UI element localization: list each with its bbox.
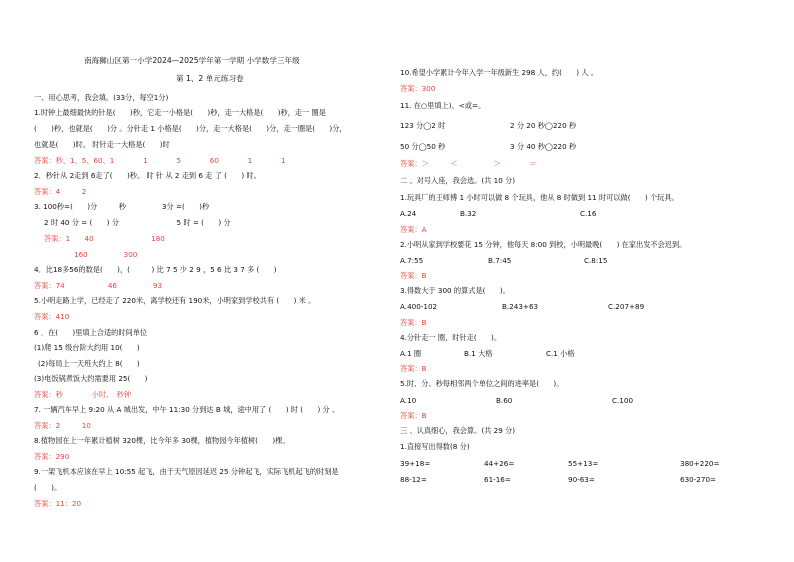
choice-3-option-a: A.400-102 xyxy=(400,302,438,311)
exam-subtitle: 第 1、2 单元练习卷 xyxy=(176,74,244,83)
question-9-line-1: 9.一架飞机本应该在早上 10:55 起飞，由于天气原因延迟 25 分钟起飞，实际飞机起飞的时刻是 xyxy=(34,467,339,476)
question-2: 2．秒针从 2走到 6走了( )秒。 时 针 从 2 走到 6 走 了 ( ) 时。 xyxy=(34,171,261,180)
question-6c: (3)电饭锅煮饭大约需要用 25( ) xyxy=(34,374,148,383)
calc-item: 90-63= xyxy=(568,475,595,484)
answer-3-line-2: 160 300 xyxy=(74,250,138,259)
answer-5: 答案：410 xyxy=(34,312,70,321)
question-6b: (2)每局上一天班大约上 8( ) xyxy=(38,359,140,368)
calc-item: 88-12= xyxy=(400,475,427,484)
exam-title: 南海狮山区第一小学2024—2025学年第一学期 小学数学三年级 xyxy=(84,56,300,65)
question-5: 5.小明走路上学，已经走了 220米，离学校还有 190米，小明家到学校共有 ( ) 米 。 xyxy=(34,296,316,305)
calc-item: 39+18= xyxy=(400,459,431,468)
question-1-line-3: 也就是( )时。 时针走一大格是( )时 xyxy=(34,140,170,149)
choice-4-option-a: A.1 圈 xyxy=(400,349,422,358)
answer-10: 答案：300 xyxy=(400,84,436,93)
choice-4-option-c: C.1 小格 xyxy=(546,349,575,358)
question-11-row-2: 50 分◯50 秒 3 分 40 秒◯220 秒 xyxy=(400,142,577,151)
choice-answer-3: 答案：B xyxy=(400,318,427,327)
answer-1: 答案：秒、1、5、60、1 1 5 60 1 1 xyxy=(34,156,286,165)
section-3-heading: 三 、认真细心，我会算。(共 29 分) xyxy=(400,426,516,435)
choice-question-4: 4.分针走一 圈，时针走( )。 xyxy=(400,333,502,342)
choice-4-option-b: B.1 大格 xyxy=(464,349,493,358)
choice-answer-1: 答案：A xyxy=(400,225,427,234)
choice-question-2: 2.小明从家到学校要花 15 分钟，他每天 8:00 到校，小明最晚( ) 在家出发不会迟到。 xyxy=(400,240,687,249)
question-1-line-2: ( )秒，也就是( )分 。分针走 1 小格是( )分，走一大格是( )分，走一圈是( )分， xyxy=(34,124,347,133)
answer-11: 答案：＞ ＜ ＞ ＝ xyxy=(400,159,537,168)
answer-3-line-1: 答案：1 40 180 xyxy=(44,234,165,243)
choice-answer-2: 答案：B xyxy=(400,271,427,280)
choice-5-option-a: A.10 xyxy=(400,396,417,405)
answer-9: 答案：11：20 xyxy=(34,499,82,508)
answer-4: 答案：74 46 93 xyxy=(34,281,163,290)
question-10: 10.希望小学累计今年入学一年级新生 298 人，约( ) 人 。 xyxy=(400,68,599,77)
question-4: 4．比18多56的数是( )，( ) 比 7 5 少 2 9 ，5 6 比 3 7 多 ( ) xyxy=(34,265,277,274)
choice-question-1: 1.玩具厂的王师傅 1 小时可以做 8 个玩具，他从 8 时做到 11 时可以做( ) 个玩具。 xyxy=(400,193,679,202)
choice-answer-5: 答案：B xyxy=(400,411,427,420)
choice-1-option-a: A.24 xyxy=(400,209,417,218)
calc-item: 380+220= xyxy=(680,459,720,468)
question-3-line-1: 3. 100秒=( )分 秒 3分 =( )秒 xyxy=(34,202,210,211)
choice-1-option-c: C.16 xyxy=(580,209,597,218)
choice-5-option-c: C.100 xyxy=(612,396,634,405)
calc-item: 44+26= xyxy=(484,459,515,468)
choice-2-option-c: C.8:15 xyxy=(584,256,608,265)
calc-item: 630-270= xyxy=(680,475,717,484)
choice-3-option-b: B.243+63 xyxy=(502,302,539,311)
question-7: 7. 一辆汽车早上 9:20 从 A 城出发，中午 11:30 分到达 B 城，途中用了 ( ) 时 ( ) 分 。 xyxy=(34,405,340,414)
choice-3-option-c: C.207+89 xyxy=(608,302,645,311)
question-11-row-1: 123 分◯2 时 2 分 20 秒◯220 秒 xyxy=(400,121,577,130)
choice-1-option-b: B.32 xyxy=(460,209,477,218)
question-1-line-1: 1.时钟上最细最快的针是( )秒，它走一小格是( )秒，走一大格是( )秒，走一 圈是 xyxy=(34,108,326,117)
question-6: 6 ．在( )里填上合适的时间单位 xyxy=(34,328,148,337)
answer-8: 答案：290 xyxy=(34,452,70,461)
choice-5-option-b: B.60 xyxy=(496,396,513,405)
section-1-heading: 一、用心思考，我会填。(33分，每空1分) xyxy=(34,93,169,102)
calc-item: 61-16= xyxy=(484,475,511,484)
question-3-line-2: 2 时 40 分 = ( ) 分 5 时 = ( ) 分 xyxy=(44,218,231,227)
answer-7: 答案：2 10 xyxy=(34,421,91,430)
question-6a: (1)爬 15 级台阶大约用 10( ) xyxy=(34,343,140,352)
choice-2-option-a: A.7:55 xyxy=(400,256,424,265)
answer-2: 答案：4 2 xyxy=(34,187,87,196)
calc-item: 55+13= xyxy=(568,459,599,468)
calc-subheading: 1.直接写出得数(8 分) xyxy=(400,442,470,451)
question-9-line-2: ( )。 xyxy=(34,483,62,492)
choice-2-option-b: B.7:45 xyxy=(488,256,512,265)
question-11: 11. 在○里填上)、<或=。 xyxy=(400,101,486,110)
section-2-heading: 二 、对号入座，我会选。(共 10 分) xyxy=(400,176,516,185)
choice-answer-4: 答案：B xyxy=(400,364,427,373)
question-8: 8.植物园在上一年累计植树 320棵，比今年多 30棵，植物园今年植树( )棵。 xyxy=(34,436,290,445)
choice-question-5: 5.时、分、秒每相邻两个单位之间的进率是( )。 xyxy=(400,379,564,388)
choice-question-3: 3.得数大于 300 的算式是( )。 xyxy=(400,286,510,295)
answer-6: 答案：秒 小时、 秒钟 xyxy=(34,390,132,399)
